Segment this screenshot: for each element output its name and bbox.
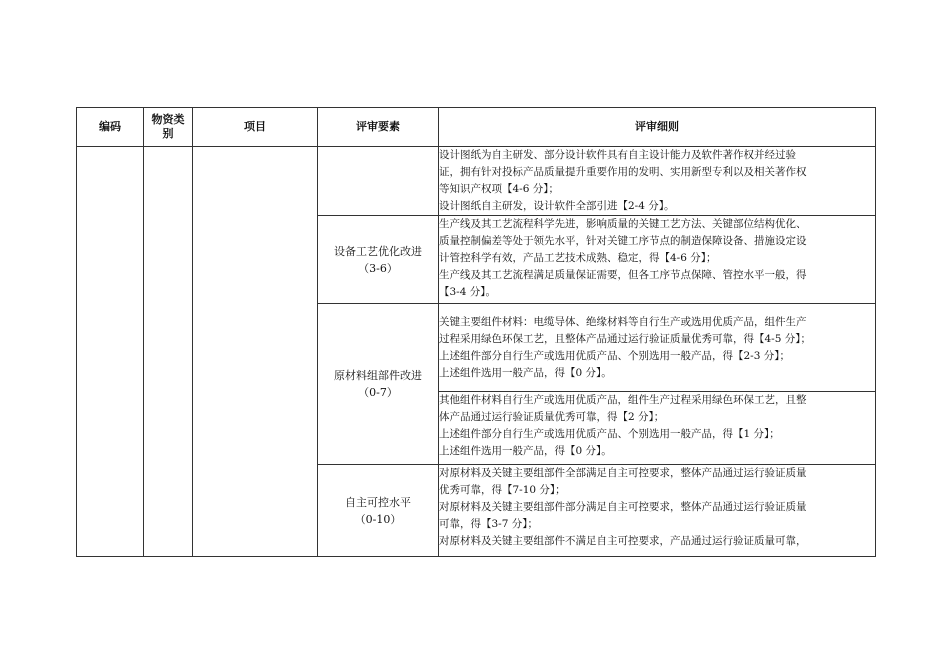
detail-line: 上述组件部分自行生产或选用优质产品、个别选用一般产品，得【1 分】； [439, 428, 780, 440]
detail-line: 体产品通过运行验证质量优秀可靠，得【2 分】； [439, 411, 665, 423]
element-name: 设备工艺优化改进 [334, 244, 422, 258]
detail-line: 设计图纸自主研发，设计软件全部引进【2-4 分】。 [439, 200, 675, 212]
detail-line: 计管控科学有效，产品工艺技术成熟、稳定，得【4-6 分】； [439, 252, 717, 264]
detail-line: 对原材料及关键主要组部件全部满足自主可控要求，整体产品通过运行验证质量 [439, 467, 807, 479]
detail-line: 等知识产权项【4-6 分】； [439, 183, 559, 195]
element-score: （0-7） [358, 386, 398, 399]
element-name: 原材料组部件改进 [334, 369, 422, 382]
detail-line: 对原材料及关键主要组部件不满足自主可控要求，产品通过运行验证质量可靠， [439, 535, 807, 547]
header-details: 评审细则 [439, 108, 876, 147]
detail-line: 对原材料及关键主要组部件部分满足自主可控要求，整体产品通过运行验证质量 [439, 501, 807, 513]
element-cell-materials [318, 304, 439, 465]
detail-line: 上述组件部分自行生产或选用优质产品、个别选用一般产品，得【2-3 分】； [439, 349, 790, 362]
detail-line: 上述组件选用一般产品，得【0 分】。 [439, 445, 612, 457]
header-code: 编码 [77, 108, 144, 147]
detail-line: 质量控制偏差等处于领先水平，针对关键工序节点的制造保障设备、措施设定设 [439, 235, 807, 247]
detail-line: 生产线及其工艺流程科学先进，影响质量的关键工艺方法、关键部位结构优化、 [439, 218, 807, 230]
detail-cell-materials-key [439, 304, 876, 392]
detail-line: 上述组件选用一般产品，得【0 分】。 [439, 366, 612, 379]
element-name: 自主可控水平 [345, 495, 411, 509]
evaluation-table [76, 107, 876, 557]
table-row-design [77, 147, 876, 216]
header-category [144, 108, 193, 147]
detail-line: 过程采用绿色环保工艺，且整体产品通过运行验证质量优秀可靠，得【4-5 分】； [439, 332, 811, 345]
element-cell-process [318, 216, 439, 304]
detail-cell-process [439, 216, 876, 304]
element-cell-design [318, 147, 439, 216]
category-cell [144, 147, 193, 557]
element-score: （0-10） [354, 512, 402, 526]
element-cell-autonomy [318, 465, 439, 557]
header-category-line2: 别 [162, 127, 174, 140]
detail-cell-materials-other [439, 392, 876, 465]
detail-line: 其他组件材料自行生产或选用优质产品，组件生产过程采用绿色环保工艺，且整 [439, 394, 807, 406]
header-project: 项目 [193, 108, 318, 147]
detail-cell-design [439, 147, 876, 216]
detail-line: 证，拥有针对投标产品质量提升重要作用的发明、实用新型专利以及相关著作权 [439, 166, 807, 178]
detail-cell-autonomy [439, 465, 876, 557]
project-cell [193, 147, 318, 557]
header-elements: 评审要素 [318, 108, 439, 147]
header-row [77, 108, 876, 147]
element-score: （3-6） [358, 261, 398, 275]
detail-line: 生产线及其工艺流程满足质量保证需要，但各工序节点保障、管控水平一般，得 [439, 269, 807, 281]
header-category-line1: 物资类 [151, 113, 185, 126]
detail-line: 关键主要组件材料：电缆导体、绝缘材料等自行生产或选用优质产品，组件生产 [439, 315, 807, 328]
detail-line: 优秀可靠，得【7-10 分】； [439, 484, 566, 496]
detail-line: 【3-4 分】。 [439, 286, 496, 298]
detail-line: 设计图纸为自主研发、部分设计软件具有自主设计能力及软件著作权并经过验 [439, 149, 796, 161]
code-cell [77, 147, 144, 557]
detail-line: 可靠，得【3-7 分】； [439, 518, 538, 530]
